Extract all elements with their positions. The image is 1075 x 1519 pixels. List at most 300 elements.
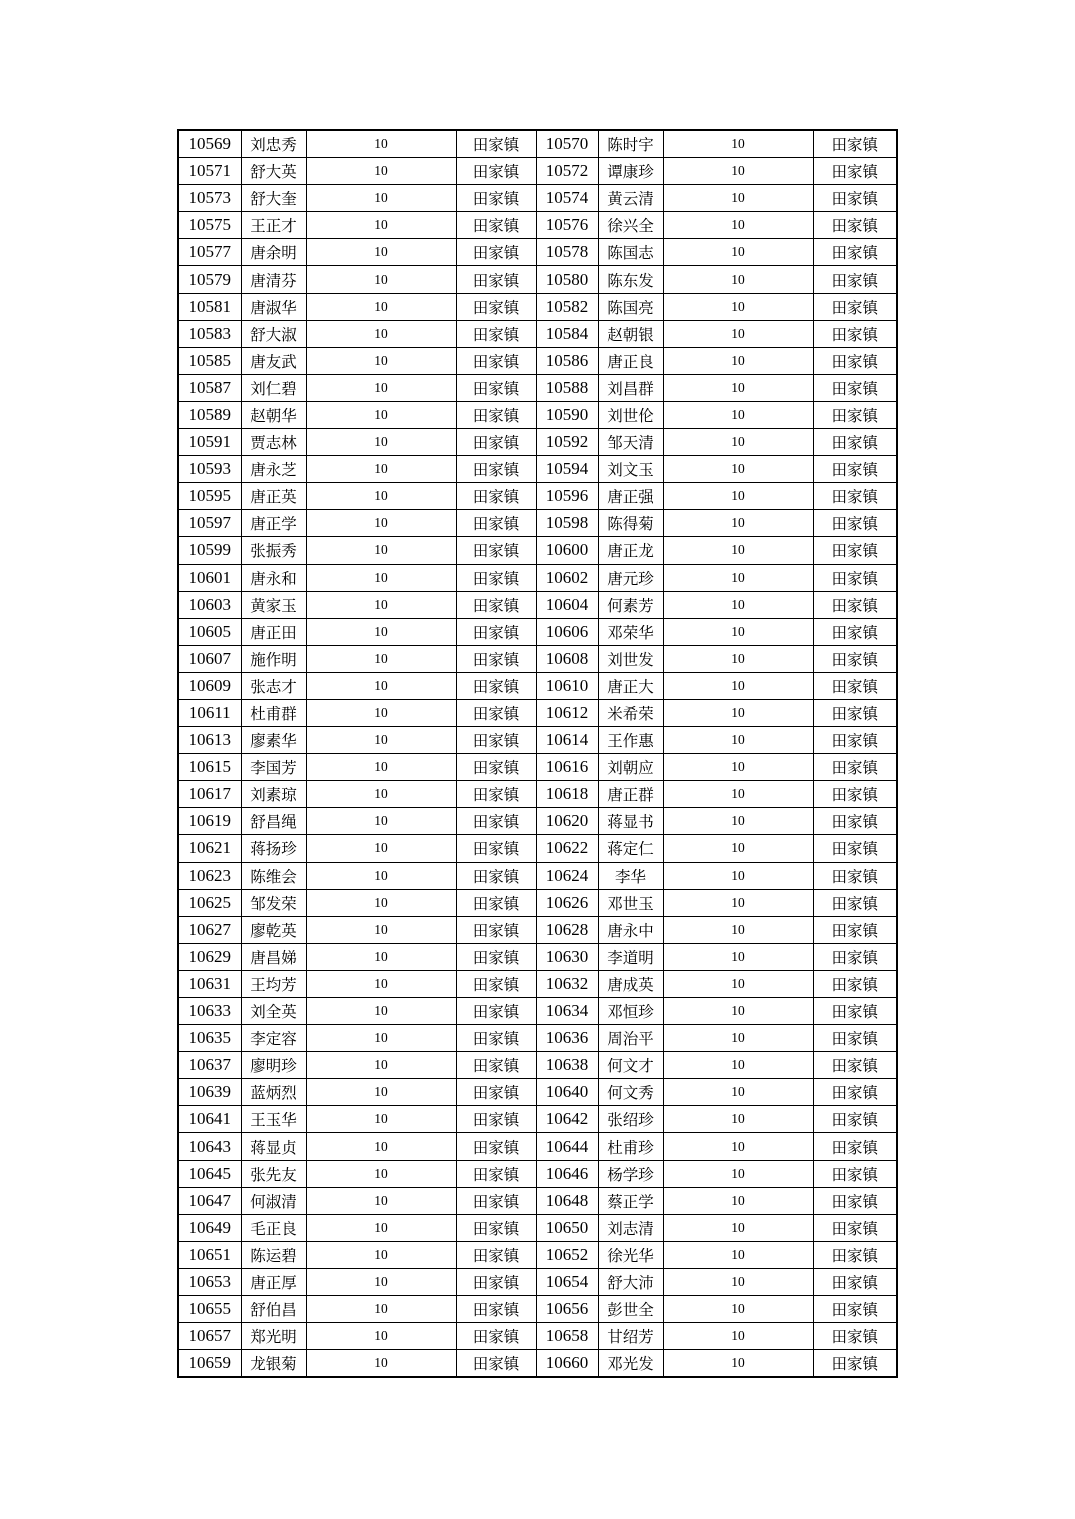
township-cell: 田家镇 — [456, 510, 536, 537]
person-name-cell: 徐兴全 — [598, 212, 663, 239]
amount-cell: 10 — [306, 401, 456, 428]
record-id-cell: 10571 — [178, 158, 241, 185]
record-id-cell: 10586 — [536, 347, 598, 374]
record-id-cell: 10576 — [536, 212, 598, 239]
record-id-cell: 10653 — [178, 1268, 241, 1295]
amount-cell: 10 — [663, 1187, 813, 1214]
township-cell: 田家镇 — [456, 1323, 536, 1350]
township-cell: 田家镇 — [813, 916, 897, 943]
person-name-cell: 彭世全 — [598, 1296, 663, 1323]
record-id-cell: 10622 — [536, 835, 598, 862]
amount-cell: 10 — [663, 483, 813, 510]
person-name-cell: 蒋显贞 — [241, 1133, 306, 1160]
person-name-cell: 唐昌娣 — [241, 943, 306, 970]
table-row — [178, 1241, 897, 1268]
person-name-cell: 唐正田 — [241, 618, 306, 645]
record-id-cell: 10652 — [536, 1241, 598, 1268]
table-row — [178, 1160, 897, 1187]
amount-cell: 10 — [306, 754, 456, 781]
person-name-cell: 舒昌绳 — [241, 808, 306, 835]
township-cell: 田家镇 — [813, 727, 897, 754]
township-cell: 田家镇 — [456, 835, 536, 862]
amount-cell: 10 — [663, 564, 813, 591]
township-cell: 田家镇 — [456, 1025, 536, 1052]
person-name-cell: 张绍珍 — [598, 1106, 663, 1133]
township-cell: 田家镇 — [456, 1079, 536, 1106]
township-cell: 田家镇 — [813, 483, 897, 510]
amount-cell: 10 — [663, 645, 813, 672]
person-name-cell: 黄家玉 — [241, 591, 306, 618]
township-cell: 田家镇 — [813, 401, 897, 428]
amount-cell: 10 — [306, 1106, 456, 1133]
record-id-cell: 10641 — [178, 1106, 241, 1133]
person-name-cell: 蒋显书 — [598, 808, 663, 835]
amount-cell: 10 — [663, 293, 813, 320]
table-row — [178, 591, 897, 618]
person-name-cell: 廖素华 — [241, 727, 306, 754]
table-row — [178, 835, 897, 862]
amount-cell: 10 — [306, 1323, 456, 1350]
record-id-cell: 10648 — [536, 1187, 598, 1214]
amount-cell: 10 — [663, 537, 813, 564]
person-name-cell: 廖乾英 — [241, 916, 306, 943]
table-row — [178, 1323, 897, 1350]
township-cell: 田家镇 — [813, 564, 897, 591]
table-row — [178, 401, 897, 428]
person-name-cell: 蒋定仁 — [598, 835, 663, 862]
record-id-cell: 10574 — [536, 185, 598, 212]
person-name-cell: 何文秀 — [598, 1079, 663, 1106]
person-name-cell: 邓世玉 — [598, 889, 663, 916]
table-row — [178, 699, 897, 726]
person-name-cell: 唐成英 — [598, 970, 663, 997]
township-cell: 田家镇 — [813, 591, 897, 618]
table-row — [178, 998, 897, 1025]
township-cell: 田家镇 — [813, 537, 897, 564]
person-name-cell: 何淑清 — [241, 1187, 306, 1214]
township-cell: 田家镇 — [813, 293, 897, 320]
table-row — [178, 510, 897, 537]
person-name-cell: 刘世发 — [598, 645, 663, 672]
amount-cell: 10 — [663, 943, 813, 970]
township-cell: 田家镇 — [813, 1350, 897, 1378]
record-id-cell: 10608 — [536, 645, 598, 672]
person-name-cell: 邹发荣 — [241, 889, 306, 916]
township-cell: 田家镇 — [456, 1160, 536, 1187]
person-name-cell: 李道明 — [598, 943, 663, 970]
township-cell: 田家镇 — [456, 699, 536, 726]
amount-cell: 10 — [306, 1187, 456, 1214]
person-name-cell: 张志才 — [241, 672, 306, 699]
person-name-cell: 刘忠秀 — [241, 130, 306, 158]
record-id-cell: 10630 — [536, 943, 598, 970]
township-cell: 田家镇 — [813, 1214, 897, 1241]
township-cell: 田家镇 — [456, 591, 536, 618]
amount-cell: 10 — [663, 998, 813, 1025]
record-id-cell: 10644 — [536, 1133, 598, 1160]
amount-cell: 10 — [663, 510, 813, 537]
amount-cell: 10 — [663, 1323, 813, 1350]
amount-cell: 10 — [663, 320, 813, 347]
amount-cell: 10 — [306, 293, 456, 320]
table-row — [178, 1052, 897, 1079]
amount-cell: 10 — [663, 1268, 813, 1295]
amount-cell: 10 — [663, 889, 813, 916]
record-id-cell: 10597 — [178, 510, 241, 537]
person-name-cell: 唐正厚 — [241, 1268, 306, 1295]
record-id-cell: 10583 — [178, 320, 241, 347]
record-id-cell: 10614 — [536, 727, 598, 754]
record-id-cell: 10578 — [536, 239, 598, 266]
record-id-cell: 10621 — [178, 835, 241, 862]
amount-cell: 10 — [306, 158, 456, 185]
township-cell: 田家镇 — [813, 672, 897, 699]
table-row — [178, 1350, 897, 1378]
township-cell: 田家镇 — [813, 347, 897, 374]
township-cell: 田家镇 — [456, 130, 536, 158]
township-cell: 田家镇 — [813, 510, 897, 537]
person-name-cell: 邓光发 — [598, 1350, 663, 1378]
township-cell: 田家镇 — [813, 266, 897, 293]
township-cell: 田家镇 — [456, 564, 536, 591]
amount-cell: 10 — [306, 916, 456, 943]
township-cell: 田家镇 — [456, 456, 536, 483]
table-row — [178, 754, 897, 781]
person-name-cell: 邓荣华 — [598, 618, 663, 645]
record-id-cell: 10619 — [178, 808, 241, 835]
record-id-cell: 10612 — [536, 699, 598, 726]
amount-cell: 10 — [306, 456, 456, 483]
amount-cell: 10 — [306, 645, 456, 672]
record-id-cell: 10605 — [178, 618, 241, 645]
amount-cell: 10 — [306, 537, 456, 564]
table-row — [178, 916, 897, 943]
amount-cell: 10 — [306, 1025, 456, 1052]
record-id-cell: 10633 — [178, 998, 241, 1025]
amount-cell: 10 — [663, 835, 813, 862]
table-row — [178, 185, 897, 212]
person-name-cell: 唐正学 — [241, 510, 306, 537]
township-cell: 田家镇 — [813, 1296, 897, 1323]
amount-cell: 10 — [663, 374, 813, 401]
person-name-cell: 何素芳 — [598, 591, 663, 618]
record-id-cell: 10580 — [536, 266, 598, 293]
township-cell: 田家镇 — [456, 1187, 536, 1214]
table-row — [178, 320, 897, 347]
person-name-cell: 唐永芝 — [241, 456, 306, 483]
record-id-cell: 10599 — [178, 537, 241, 564]
amount-cell: 10 — [306, 239, 456, 266]
township-cell: 田家镇 — [456, 862, 536, 889]
amount-cell: 10 — [306, 699, 456, 726]
person-name-cell: 唐正英 — [241, 483, 306, 510]
record-id-cell: 10643 — [178, 1133, 241, 1160]
township-cell: 田家镇 — [813, 320, 897, 347]
township-cell: 田家镇 — [456, 889, 536, 916]
person-name-cell: 杜甫群 — [241, 699, 306, 726]
amount-cell: 10 — [306, 808, 456, 835]
person-name-cell: 邓恒珍 — [598, 998, 663, 1025]
township-cell: 田家镇 — [456, 1133, 536, 1160]
township-cell: 田家镇 — [456, 1268, 536, 1295]
township-cell: 田家镇 — [456, 320, 536, 347]
record-id-cell: 10603 — [178, 591, 241, 618]
amount-cell: 10 — [306, 483, 456, 510]
township-cell: 田家镇 — [456, 212, 536, 239]
table-row — [178, 266, 897, 293]
person-name-cell: 张振秀 — [241, 537, 306, 564]
record-id-cell: 10657 — [178, 1323, 241, 1350]
township-cell: 田家镇 — [456, 916, 536, 943]
person-name-cell: 舒伯昌 — [241, 1296, 306, 1323]
table-row — [178, 1214, 897, 1241]
table-row — [178, 1133, 897, 1160]
person-name-cell: 唐正良 — [598, 347, 663, 374]
record-id-cell: 10655 — [178, 1296, 241, 1323]
record-id-cell: 10592 — [536, 429, 598, 456]
person-name-cell: 李国芳 — [241, 754, 306, 781]
person-name-cell: 王作惠 — [598, 727, 663, 754]
person-name-cell: 李华 — [598, 862, 663, 889]
township-cell: 田家镇 — [813, 456, 897, 483]
amount-cell: 10 — [306, 320, 456, 347]
table-row — [178, 645, 897, 672]
table-row — [178, 1079, 897, 1106]
record-id-cell: 10647 — [178, 1187, 241, 1214]
record-id-cell: 10651 — [178, 1241, 241, 1268]
township-cell: 田家镇 — [813, 185, 897, 212]
record-id-cell: 10589 — [178, 401, 241, 428]
township-cell: 田家镇 — [456, 1241, 536, 1268]
record-id-cell: 10634 — [536, 998, 598, 1025]
record-id-cell: 10606 — [536, 618, 598, 645]
amount-cell: 10 — [663, 1160, 813, 1187]
person-name-cell: 周治平 — [598, 1025, 663, 1052]
table-row — [178, 374, 897, 401]
person-name-cell: 徐光华 — [598, 1241, 663, 1268]
township-cell: 田家镇 — [456, 293, 536, 320]
record-id-cell: 10600 — [536, 537, 598, 564]
record-id-cell: 10611 — [178, 699, 241, 726]
table-row — [178, 347, 897, 374]
township-cell: 田家镇 — [456, 266, 536, 293]
record-id-cell: 10582 — [536, 293, 598, 320]
township-cell: 田家镇 — [813, 429, 897, 456]
record-id-cell: 10627 — [178, 916, 241, 943]
person-name-cell: 蔡正学 — [598, 1187, 663, 1214]
amount-cell: 10 — [306, 889, 456, 916]
township-cell: 田家镇 — [456, 754, 536, 781]
amount-cell: 10 — [663, 1106, 813, 1133]
record-id-cell: 10615 — [178, 754, 241, 781]
record-id-cell: 10629 — [178, 943, 241, 970]
record-id-cell: 10594 — [536, 456, 598, 483]
amount-cell: 10 — [663, 781, 813, 808]
record-id-cell: 10649 — [178, 1214, 241, 1241]
amount-cell: 10 — [306, 998, 456, 1025]
township-cell: 田家镇 — [456, 645, 536, 672]
amount-cell: 10 — [306, 781, 456, 808]
record-id-cell: 10569 — [178, 130, 241, 158]
township-cell: 田家镇 — [456, 158, 536, 185]
table-row — [178, 1268, 897, 1295]
amount-cell: 10 — [663, 1133, 813, 1160]
township-cell: 田家镇 — [813, 1079, 897, 1106]
person-name-cell: 郑光明 — [241, 1323, 306, 1350]
record-id-cell: 10632 — [536, 970, 598, 997]
amount-cell: 10 — [306, 943, 456, 970]
amount-cell: 10 — [306, 727, 456, 754]
table-row — [178, 862, 897, 889]
township-cell: 田家镇 — [813, 1241, 897, 1268]
table-row — [178, 1106, 897, 1133]
record-id-cell: 10645 — [178, 1160, 241, 1187]
table-row — [178, 212, 897, 239]
amount-cell: 10 — [306, 1052, 456, 1079]
record-id-cell: 10593 — [178, 456, 241, 483]
amount-cell: 10 — [306, 564, 456, 591]
amount-cell: 10 — [663, 1214, 813, 1241]
amount-cell: 10 — [306, 1296, 456, 1323]
person-name-cell: 赵朝银 — [598, 320, 663, 347]
person-name-cell: 黄云清 — [598, 185, 663, 212]
record-id-cell: 10585 — [178, 347, 241, 374]
person-name-cell: 何文才 — [598, 1052, 663, 1079]
amount-cell: 10 — [663, 727, 813, 754]
township-cell: 田家镇 — [813, 239, 897, 266]
record-id-cell: 10604 — [536, 591, 598, 618]
record-id-cell: 10620 — [536, 808, 598, 835]
township-cell: 田家镇 — [456, 727, 536, 754]
amount-cell: 10 — [663, 618, 813, 645]
amount-cell: 10 — [306, 1160, 456, 1187]
table-row — [178, 970, 897, 997]
person-name-cell: 唐正强 — [598, 483, 663, 510]
township-cell: 田家镇 — [813, 645, 897, 672]
table-row — [178, 889, 897, 916]
record-id-cell: 10607 — [178, 645, 241, 672]
person-name-cell: 龙银菊 — [241, 1350, 306, 1378]
records-table — [177, 129, 898, 1378]
person-name-cell: 陈国亮 — [598, 293, 663, 320]
township-cell: 田家镇 — [456, 1214, 536, 1241]
person-name-cell: 唐永中 — [598, 916, 663, 943]
amount-cell: 10 — [306, 1079, 456, 1106]
township-cell: 田家镇 — [456, 1296, 536, 1323]
amount-cell: 10 — [306, 266, 456, 293]
record-id-cell: 10650 — [536, 1214, 598, 1241]
person-name-cell: 陈国志 — [598, 239, 663, 266]
amount-cell: 10 — [663, 808, 813, 835]
amount-cell: 10 — [306, 374, 456, 401]
amount-cell: 10 — [663, 754, 813, 781]
amount-cell: 10 — [306, 618, 456, 645]
table-row — [178, 293, 897, 320]
person-name-cell: 唐友武 — [241, 347, 306, 374]
record-id-cell: 10640 — [536, 1079, 598, 1106]
record-id-cell: 10656 — [536, 1296, 598, 1323]
township-cell: 田家镇 — [456, 374, 536, 401]
amount-cell: 10 — [663, 970, 813, 997]
person-name-cell: 刘全英 — [241, 998, 306, 1025]
amount-cell: 10 — [663, 672, 813, 699]
person-name-cell: 贾志林 — [241, 429, 306, 456]
person-name-cell: 唐清芬 — [241, 266, 306, 293]
record-id-cell: 10642 — [536, 1106, 598, 1133]
table-row — [178, 727, 897, 754]
record-id-cell: 10590 — [536, 401, 598, 428]
record-id-cell: 10616 — [536, 754, 598, 781]
amount-cell: 10 — [306, 347, 456, 374]
township-cell: 田家镇 — [813, 130, 897, 158]
township-cell: 田家镇 — [456, 1052, 536, 1079]
person-name-cell: 唐正大 — [598, 672, 663, 699]
record-id-cell: 10639 — [178, 1079, 241, 1106]
record-id-cell: 10602 — [536, 564, 598, 591]
township-cell: 田家镇 — [456, 808, 536, 835]
township-cell: 田家镇 — [813, 1025, 897, 1052]
township-cell: 田家镇 — [813, 1052, 897, 1079]
record-id-cell: 10588 — [536, 374, 598, 401]
person-name-cell: 刘世伦 — [598, 401, 663, 428]
record-id-cell: 10660 — [536, 1350, 598, 1378]
record-id-cell: 10579 — [178, 266, 241, 293]
township-cell: 田家镇 — [813, 970, 897, 997]
record-id-cell: 10596 — [536, 483, 598, 510]
table-row — [178, 781, 897, 808]
person-name-cell: 米希荣 — [598, 699, 663, 726]
township-cell: 田家镇 — [813, 374, 897, 401]
person-name-cell: 唐元珍 — [598, 564, 663, 591]
table-row — [178, 672, 897, 699]
township-cell: 田家镇 — [456, 429, 536, 456]
township-cell: 田家镇 — [456, 781, 536, 808]
record-id-cell: 10636 — [536, 1025, 598, 1052]
township-cell: 田家镇 — [456, 1350, 536, 1378]
record-id-cell: 10613 — [178, 727, 241, 754]
table-row — [178, 1296, 897, 1323]
township-cell: 田家镇 — [813, 1160, 897, 1187]
record-id-cell: 10654 — [536, 1268, 598, 1295]
table-row — [178, 483, 897, 510]
amount-cell: 10 — [663, 266, 813, 293]
person-name-cell: 陈维会 — [241, 862, 306, 889]
person-name-cell: 唐淑华 — [241, 293, 306, 320]
amount-cell: 10 — [663, 1079, 813, 1106]
township-cell: 田家镇 — [813, 754, 897, 781]
amount-cell: 10 — [306, 970, 456, 997]
table-row — [178, 456, 897, 483]
record-id-cell: 10658 — [536, 1323, 598, 1350]
person-name-cell: 刘文玉 — [598, 456, 663, 483]
township-cell: 田家镇 — [813, 618, 897, 645]
township-cell: 田家镇 — [456, 1106, 536, 1133]
person-name-cell: 刘朝应 — [598, 754, 663, 781]
record-id-cell: 10572 — [536, 158, 598, 185]
amount-cell: 10 — [663, 862, 813, 889]
amount-cell: 10 — [306, 212, 456, 239]
person-name-cell: 刘素琼 — [241, 781, 306, 808]
amount-cell: 10 — [306, 1350, 456, 1378]
person-name-cell: 蓝炳烈 — [241, 1079, 306, 1106]
amount-cell: 10 — [663, 212, 813, 239]
table-row — [178, 537, 897, 564]
record-id-cell: 10587 — [178, 374, 241, 401]
township-cell: 田家镇 — [456, 618, 536, 645]
person-name-cell: 甘绍芳 — [598, 1323, 663, 1350]
amount-cell: 10 — [663, 1296, 813, 1323]
township-cell: 田家镇 — [813, 1323, 897, 1350]
